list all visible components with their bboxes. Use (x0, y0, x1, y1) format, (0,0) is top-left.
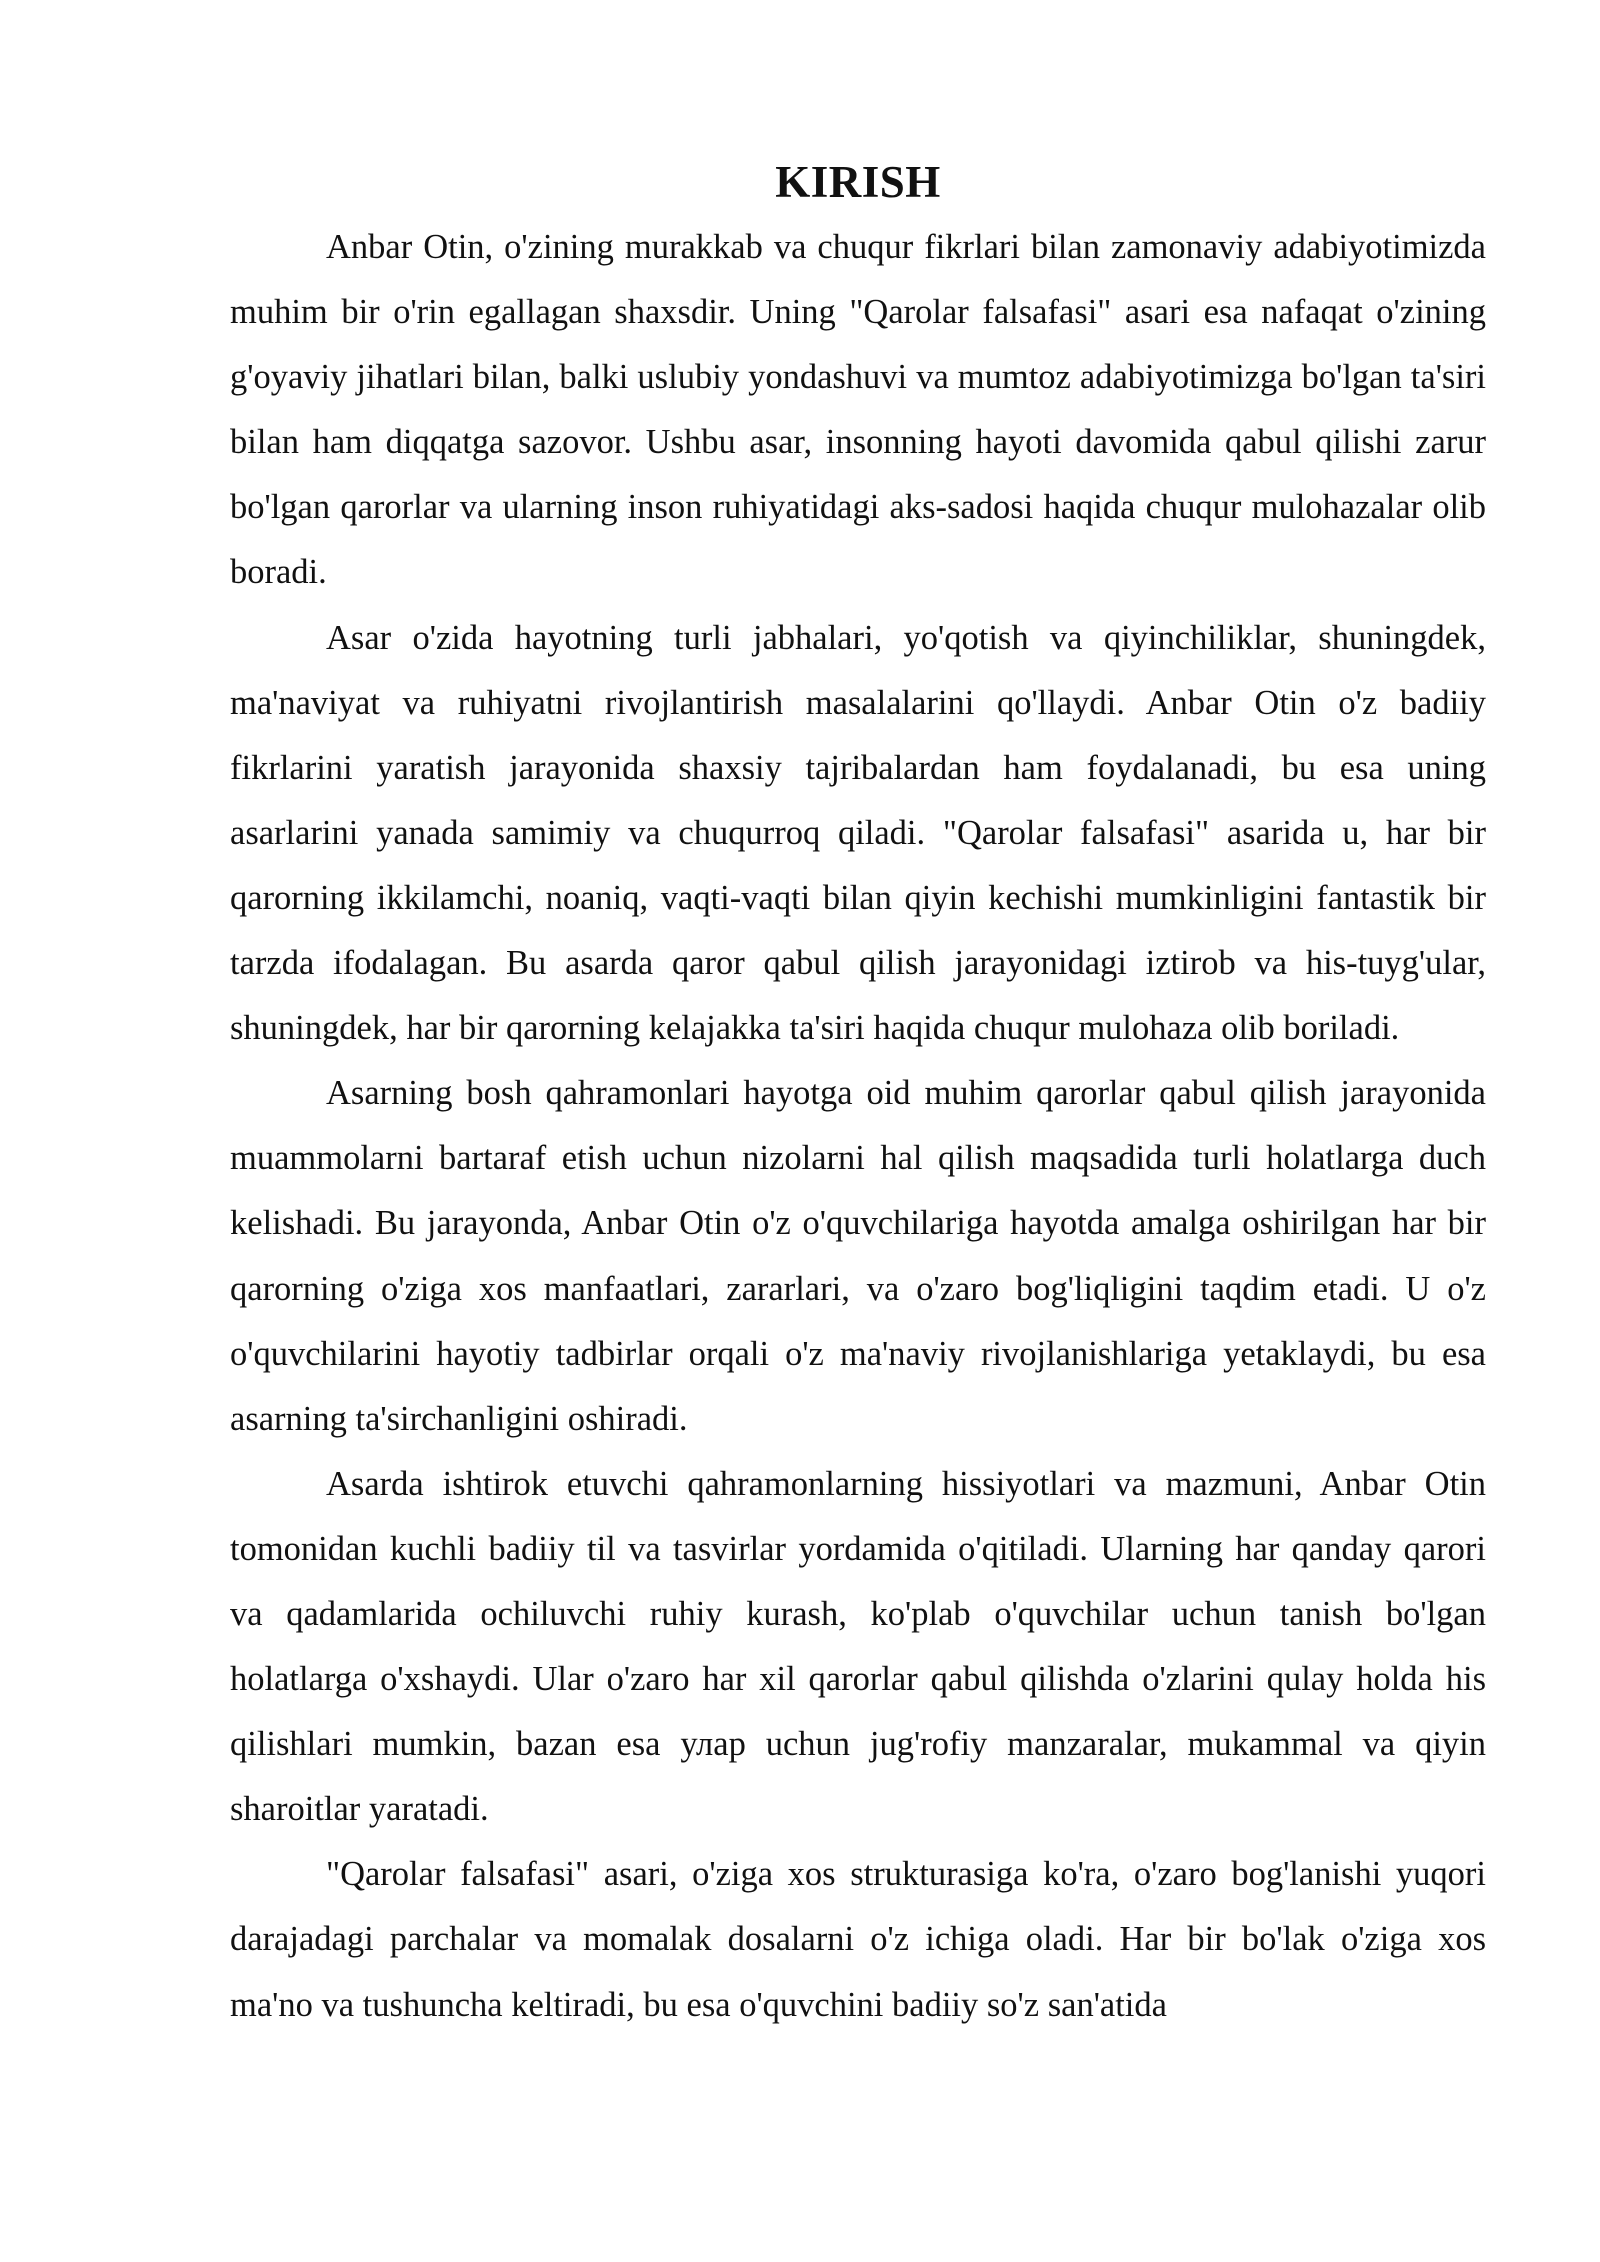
document-page (230, 150, 1486, 2038)
paragraph-1: Anbar Otin, o'zining murakkab va chuqur fikrlari bilan zamonaviy adabiyotimizda muhim bir o'rin egallagan shaxsdir. Uning "Qarolar falsafasi" asari esa nafaqat o'zining g'oyaviy jihatlari bilan, balki uslubiy yondashuvi va mumtoz adabiyotimizga bo'lgan ta'siri bilan ham diqqatga sazovor. Ushbu asar, insonning hayoti davomida qabul qilishi zarur bo'lgan qarorlar va ularning inson ruhiyatidagi aks-sadosi haqida chuqur mulohazalar olib boradi. (230, 228, 1486, 592)
document-title: KIRISH (775, 157, 941, 207)
paragraph-5: "Qarolar falsafasi" asari, o'ziga xos strukturasiga ko'ra, o'zaro bog'lanishi yuqori darajadagi parchalar va momalak dosalarni o'z ichiga oladi. Har bir bo'lak o'ziga xos ma'no va tushuncha keltiradi, bu esa o'quvchini badiiy so'z san'atida (230, 1855, 1486, 2024)
paragraph-2: Asar o'zida hayotning turli jabhalari, yo'qotish va qiyinchiliklar, shuningdek, ma'naviyat va ruhiyatni rivojlantirish masalalarini qo'llaydi. Anbar Otin o'z badiiy fikrlarini yaratish jarayonida shaxsiy tajribalardan ham foydalanadi, bu esa uning asarlarini yanada samimiy va chuqurroq qiladi. "Qarolar falsafasi" asarida u, har bir qarorning ikkilamchi, noaniq, vaqti-vaqti bilan qiyin kechishi mumkinligini fantastik bir tarzda ifodalagan. Bu asarda qaror qabul qilish jarayonidagi iztirob va his-tuyg'ular, shuningdek, har bir qarorning kelajakka ta'siri haqida chuqur mulohaza olib boriladi. (230, 618, 1486, 1048)
document-body (230, 215, 1486, 2038)
paragraph-4: Asarda ishtirok etuvchi qahramonlarning hissiyotlari va mazmuni, Anbar Otin tomonidan kuchli badiiy til va tasvirlar yordamida o'qitiladi. Ularning har qanday qarori va qadamlarida ochiluvchi ruhiy kurash, ko'plab o'quvchilar uchun tanish bo'lgan holatlarga o'xshaydi. Ular o'zaro har xil qarorlar qabul qilishda o'zlarini qulay holda his qilishlari mumkin, bazan esa улар uchun jug'rofiy manzaralar, mukammal va qiyin sharoitlar yaratadi. (230, 1464, 1486, 1829)
paragraph-3: Asarning bosh qahramonlari hayotga oid muhim qarorlar qabul qilish jarayonida muammolarni bartaraf etish uchun nizolarni hal qilish maqsadida turli holatlarga duch kelishadi. Bu jarayonda, Anbar Otin o'z o'quvchilariga hayotda amalga oshirilgan har bir qarorning o'ziga xos manfaatlari, zararlari, va o'zaro bog'liqligini taqdim etadi. U o'z o'quvchilarini hayotiy tadbirlar orqali o'z ma'naviy rivojlanishlariga yetaklaydi, bu esa asarning ta'sirchanligini oshiradi. (230, 1074, 1486, 1438)
